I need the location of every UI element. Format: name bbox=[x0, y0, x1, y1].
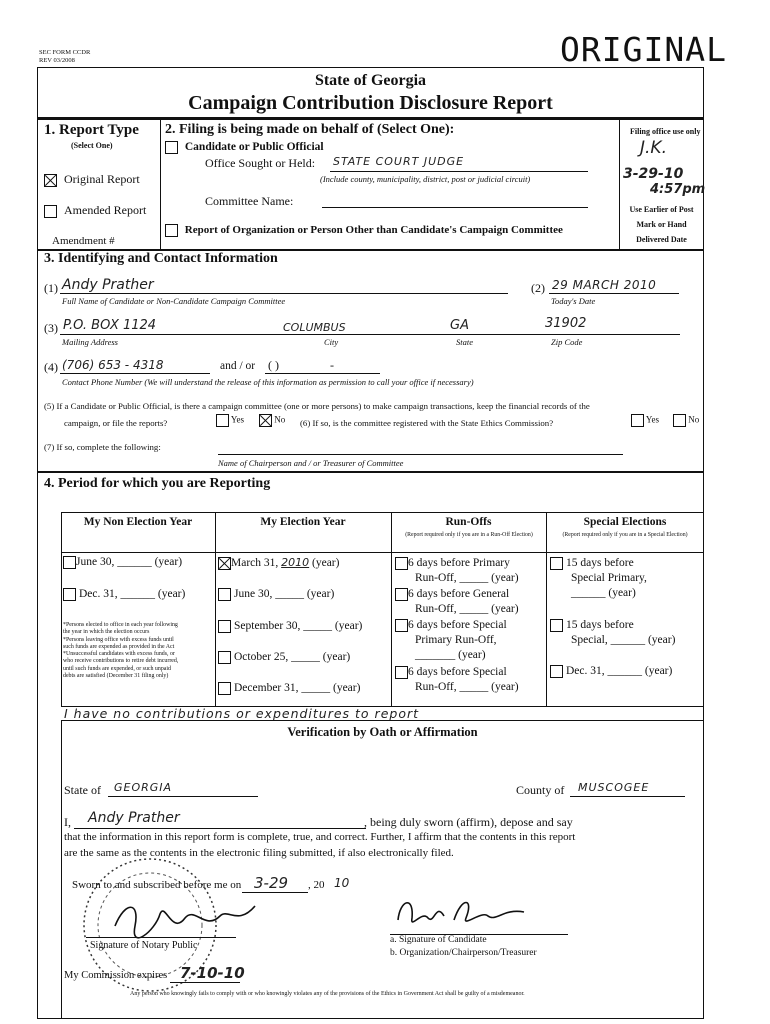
commission-line bbox=[170, 982, 240, 983]
q6-no-label: No bbox=[688, 414, 700, 425]
affiant-name[interactable]: Andy Prather bbox=[88, 810, 180, 826]
ne-june-label: June 30, ______ (year) bbox=[76, 556, 183, 569]
committee-name-label: Committee Name: bbox=[205, 194, 294, 208]
col-special-header: Special Elections bbox=[583, 516, 667, 528]
se-primary-label: 15 days before bbox=[566, 557, 634, 569]
q6-yes-checkbox[interactable] bbox=[631, 414, 644, 427]
se-special-checkbox[interactable] bbox=[550, 619, 563, 632]
ro-special-primary-option[interactable] bbox=[395, 618, 507, 663]
ro-special-year: Run-Off, _____ (year) bbox=[415, 681, 519, 693]
phone2-area[interactable]: ( ) bbox=[268, 358, 279, 372]
candidate-signature-label-a: a. Signature of Candidate bbox=[390, 935, 487, 945]
original-report-option[interactable] bbox=[44, 172, 140, 187]
item-4-number: (4) bbox=[44, 360, 58, 374]
state-label: State bbox=[456, 337, 473, 347]
item-2-number: (2) bbox=[531, 281, 545, 295]
e-march-label: March 31, bbox=[231, 557, 279, 569]
filing-office-note2: Mark or Hand bbox=[636, 220, 687, 229]
ro-special-checkbox[interactable] bbox=[395, 666, 408, 679]
phone-line bbox=[60, 373, 210, 374]
se-dec-checkbox[interactable] bbox=[550, 665, 563, 678]
q5-yes-checkbox[interactable] bbox=[216, 414, 229, 427]
chairperson-label: Name of Chairperson and / or Treasurer of Committee bbox=[218, 458, 404, 468]
e-march-option[interactable] bbox=[218, 556, 339, 570]
e-oct-label: October 25, _____ (year) bbox=[234, 651, 351, 664]
original-stamp: ORIGINAL bbox=[560, 30, 727, 69]
col-divider bbox=[215, 512, 216, 707]
today-date-value[interactable]: 29 MARCH 2010 bbox=[552, 278, 657, 292]
ro-general-checkbox[interactable] bbox=[395, 588, 408, 601]
candidate-signature-label-b: b. Organization/Chairperson/Treasurer bbox=[390, 948, 537, 958]
q5-no-option[interactable] bbox=[259, 414, 285, 427]
ro-primary-year: Run-Off, _____ (year) bbox=[415, 572, 519, 584]
e-june-option[interactable] bbox=[218, 588, 334, 601]
e-march-checkbox[interactable] bbox=[218, 557, 231, 570]
notary-signature-label: Signature of Notary Public bbox=[90, 940, 198, 951]
item-1-number: (1) bbox=[44, 281, 58, 295]
col-runoffs-header: Run-Offs bbox=[445, 516, 492, 528]
zip-label: Zip Code bbox=[551, 337, 583, 347]
col-special-note: (Report required only if you are in a Special Election) bbox=[562, 532, 688, 538]
period-title: 4. Period for which you are Reporting bbox=[44, 476, 271, 491]
ne-june-option[interactable] bbox=[63, 556, 182, 569]
original-report-checkbox[interactable] bbox=[44, 174, 57, 187]
filing-office-note3: Delivered Date bbox=[636, 235, 687, 244]
ro-primary-checkbox[interactable] bbox=[395, 557, 408, 570]
select-one-label: (Select One) bbox=[71, 141, 113, 150]
notary-signature-line[interactable] bbox=[86, 937, 236, 938]
state-value[interactable]: GA bbox=[450, 318, 469, 333]
ro-special-primary-label2: Primary Run-Off, bbox=[415, 634, 497, 646]
report-title: Campaign Contribution Disclosure Report bbox=[188, 92, 553, 114]
filing-office-time: 4:57pm bbox=[650, 182, 706, 197]
e-dec-option[interactable] bbox=[218, 682, 360, 695]
handwritten-note: I have no contributions or expenditures to report bbox=[64, 706, 420, 721]
q6-no-checkbox[interactable] bbox=[673, 414, 686, 427]
form-revision: REV 03/2008 bbox=[39, 57, 75, 64]
sworn-year-prefix: , 20 bbox=[308, 879, 325, 891]
ne-dec-checkbox[interactable] bbox=[63, 588, 76, 601]
q6-yes-option[interactable] bbox=[631, 414, 659, 427]
ne-dec-option[interactable] bbox=[63, 588, 185, 601]
phone-note: Contact Phone Number (We will understand the release of this information as permission to call your office if necessary) bbox=[62, 377, 474, 387]
se-dec-label: Dec. 31, ______ (year) bbox=[566, 665, 673, 678]
ne-note: *Persons elected to office in each year following bbox=[63, 622, 178, 628]
verification-title: Verification by Oath or Affirmation bbox=[287, 725, 478, 739]
affirmation-line1: that the information in this report form is complete, true, and correct. Further, I affirm that the contents in this report bbox=[64, 831, 576, 843]
se-primary-year: ______ (year) bbox=[571, 587, 636, 599]
e-sept-checkbox[interactable] bbox=[218, 620, 231, 633]
organization-label: Report of Organization or Person Other than Candidate's Campaign Committee bbox=[184, 224, 563, 237]
e-march-year[interactable]: 2010 bbox=[281, 556, 310, 569]
identifying-title: 3. Identifying and Contact Information bbox=[44, 251, 278, 266]
se-primary-checkbox[interactable] bbox=[550, 557, 563, 570]
col-divider bbox=[546, 512, 547, 707]
col-divider bbox=[391, 512, 392, 707]
full-name-label: Full Name of Candidate or Non-Candidate Campaign Committee bbox=[62, 296, 286, 306]
mailing-address-value[interactable]: P.O. BOX 1124 bbox=[63, 318, 157, 333]
q5-yes-label: Yes bbox=[230, 414, 245, 425]
ro-primary-option[interactable] bbox=[395, 556, 519, 586]
office-value[interactable]: STATE COURT JUDGE bbox=[333, 155, 465, 168]
state-of-label: State of bbox=[64, 783, 101, 797]
phone2-dash: - bbox=[330, 358, 334, 372]
today-date-line bbox=[549, 293, 679, 294]
mailing-address-label: Mailing Address bbox=[62, 337, 118, 347]
filing-office-date: 3-29-10 bbox=[623, 166, 684, 182]
q5-no-checkbox[interactable] bbox=[259, 414, 272, 427]
ro-special-primary-checkbox[interactable] bbox=[395, 619, 408, 632]
original-report-label: Original Report bbox=[64, 172, 140, 186]
ro-special-primary-label: 6 days before Special bbox=[408, 619, 507, 631]
ro-primary-label: 6 days before Primary bbox=[408, 557, 510, 569]
e-sept-option[interactable] bbox=[218, 620, 362, 633]
q5-no-label: No bbox=[274, 414, 286, 425]
item-3-number: (3) bbox=[44, 321, 58, 335]
se-special-option[interactable] bbox=[550, 618, 675, 648]
candidate-label: Candidate or Public Official bbox=[184, 141, 324, 154]
col-election-header: My Election Year bbox=[260, 516, 346, 528]
state-of-line bbox=[108, 796, 258, 797]
question-5-line2: campaign, or file the reports? bbox=[64, 418, 168, 428]
ne-june-checkbox[interactable] bbox=[63, 556, 76, 569]
phone2-line[interactable] bbox=[265, 373, 380, 374]
chairperson-line[interactable] bbox=[218, 454, 623, 455]
q6-no-option[interactable] bbox=[673, 414, 699, 427]
amended-report-checkbox[interactable] bbox=[44, 205, 57, 218]
amended-report-option[interactable] bbox=[44, 203, 146, 218]
question-5-line1: (5) If a Candidate or Public Official, is there a campaign committee (one or more persons) to make campaign transactions, keep the financial records of the bbox=[44, 401, 590, 411]
commission-label: My Commission expires bbox=[64, 970, 168, 981]
sworn-year-value[interactable]: 10 bbox=[334, 876, 350, 890]
se-special-label: 15 days before bbox=[566, 619, 634, 631]
affirmation-line2: are the same as the contents in the electronic filing submitted, if also electronically filed. bbox=[64, 847, 454, 859]
organization-option[interactable] bbox=[165, 224, 563, 237]
amended-report-label: Amended Report bbox=[64, 203, 147, 217]
ro-general-year: Run-Off, _____ (year) bbox=[415, 603, 519, 615]
col-runoffs-note: (Report required only if you are in a Run-Off Election) bbox=[405, 532, 533, 538]
col-non-election-header: My Non Election Year bbox=[83, 516, 193, 528]
e-june-label: June 30, _____ (year) bbox=[234, 588, 335, 601]
e-march-suffix: (year) bbox=[312, 557, 340, 569]
se-primary-option[interactable] bbox=[550, 556, 647, 601]
candidate-option[interactable] bbox=[165, 141, 324, 154]
ne-dec-label: Dec. 31, ______ (year) bbox=[79, 588, 186, 601]
city-label: City bbox=[324, 337, 339, 347]
address-line bbox=[60, 334, 680, 335]
ne-note: such funds are expended as provided in the Act bbox=[63, 643, 175, 650]
city-value[interactable]: COLUMBUS bbox=[283, 321, 346, 334]
county-of-value[interactable]: MUSCOGEE bbox=[578, 781, 650, 794]
ro-special-label: 6 days before Special bbox=[408, 666, 507, 678]
filing-office-title: Filing office use only bbox=[630, 127, 701, 136]
q5-yes-option[interactable] bbox=[216, 414, 244, 427]
office-hint: (Include county, municipality, district, post or judicial circuit) bbox=[320, 174, 531, 184]
amendment-number-label: Amendment # bbox=[52, 235, 115, 247]
q6-yes-label: Yes bbox=[645, 414, 660, 425]
se-special-year: Special, ______ (year) bbox=[571, 634, 676, 646]
ro-special-primary-year: _______ (year) bbox=[415, 649, 486, 661]
ne-note: until such funds are expended, or such unpaid bbox=[63, 665, 171, 672]
e-june-checkbox[interactable] bbox=[218, 588, 231, 601]
candidate-checkbox[interactable] bbox=[165, 141, 178, 154]
form-id: SEC FORM CCDR bbox=[39, 49, 91, 56]
se-dec-option[interactable] bbox=[550, 665, 672, 678]
se-primary-label2: Special Primary, bbox=[571, 572, 647, 584]
question-7: (7) If so, complete the following: bbox=[44, 442, 161, 452]
and-or-label: and / or bbox=[220, 360, 256, 372]
footer-warning: Any person who knowingly fails to comply with or who knowingly violates any of the provisions of the Ethics in Government Act shall be guilty of a misdemeanor. bbox=[130, 991, 525, 997]
filing-office-initials: J.K. bbox=[640, 138, 667, 158]
filing-office-note1: Use Earlier of Post bbox=[629, 205, 694, 214]
phone-value[interactable]: (706) 653 - 4318 bbox=[62, 358, 164, 372]
sworn-date-value[interactable]: 3-29 bbox=[254, 874, 289, 892]
notary-signature-icon bbox=[110, 896, 260, 940]
commission-value[interactable]: 7-10-10 bbox=[180, 964, 245, 982]
e-oct-option[interactable] bbox=[218, 651, 350, 664]
candidate-signature-icon bbox=[392, 890, 532, 934]
ro-general-option[interactable] bbox=[395, 587, 519, 617]
period-header-rule bbox=[61, 552, 704, 553]
today-date-label: Today's Date bbox=[551, 296, 596, 306]
ne-note: *Persons leaving office with excess funds until bbox=[63, 636, 174, 643]
ro-special-option[interactable] bbox=[395, 665, 519, 695]
ro-general-label: 6 days before General bbox=[408, 588, 510, 600]
e-dec-checkbox[interactable] bbox=[218, 682, 231, 695]
committee-name-line[interactable] bbox=[322, 207, 588, 208]
affiant-prefix: I, bbox=[64, 815, 71, 829]
ne-note: who receive contributions to retire debt incurred, bbox=[63, 658, 179, 665]
e-oct-checkbox[interactable] bbox=[218, 651, 231, 664]
full-name-line bbox=[60, 293, 508, 294]
ne-note: the year in which the election occurs bbox=[63, 629, 150, 636]
sworn-text: , being duly sworn (affirm), depose and say bbox=[364, 815, 573, 829]
e-dec-label: December 31, _____ (year) bbox=[234, 682, 361, 695]
ne-note: debts are satisfied (December 31 filing only) bbox=[63, 673, 169, 680]
state-title: State of Georgia bbox=[314, 72, 427, 89]
organization-checkbox[interactable] bbox=[165, 224, 178, 237]
sworn-before-label: Sworn to and subscribed before me on bbox=[72, 879, 242, 891]
report-type-title: 1. Report Type bbox=[44, 122, 139, 138]
question-6: (6) If so, is the committee registered with the State Ethics Commission? bbox=[300, 418, 554, 428]
ne-notes bbox=[63, 622, 213, 680]
filing-behalf-title: 2. Filing is being made on behalf of (Select One): bbox=[165, 122, 455, 137]
county-of-label: County of bbox=[516, 783, 565, 797]
sworn-date-line bbox=[242, 892, 308, 893]
e-sept-label: September 30, _____ (year) bbox=[234, 620, 363, 633]
office-label: Office Sought or Held: bbox=[205, 156, 316, 170]
divider bbox=[37, 471, 704, 473]
office-line bbox=[330, 171, 588, 172]
affiant-line bbox=[74, 828, 366, 829]
state-of-value[interactable]: GEORGIA bbox=[114, 781, 173, 794]
ne-note: *Unsuccessful candidates with excess funds, or bbox=[63, 651, 175, 658]
zip-value[interactable]: 31902 bbox=[545, 316, 587, 331]
county-of-line bbox=[570, 796, 685, 797]
full-name-value[interactable]: Andy Prather bbox=[62, 277, 154, 293]
